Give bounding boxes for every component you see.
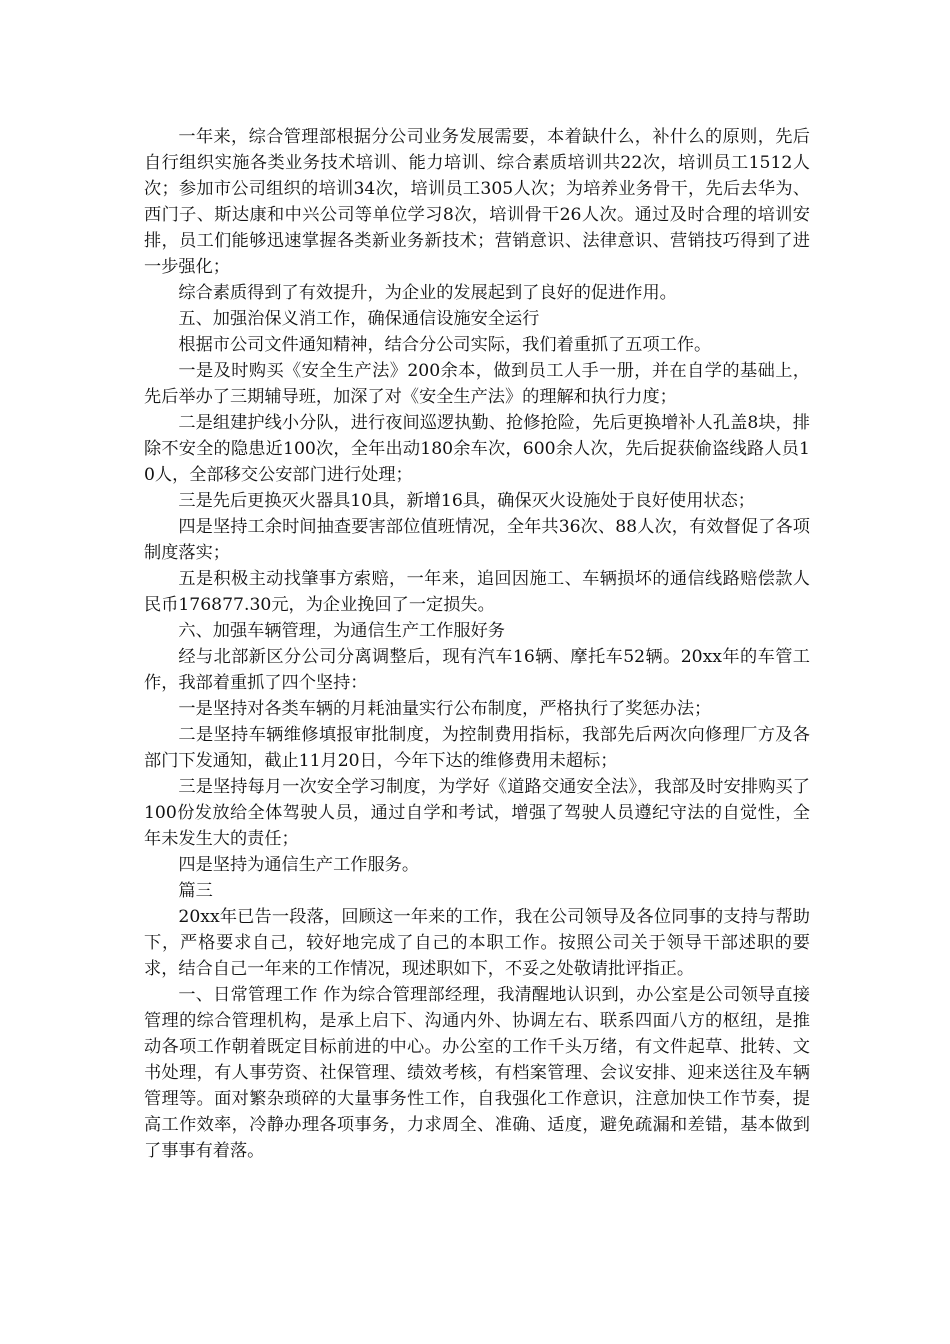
paragraph-daily-management: 一、日常管理工作 作为综合管理部经理，我清醒地认识到，办公室是公司领导直接管理的综合管理机构，是承上启下、沟通内外、协调左右、联系四面八方的枢纽，是推动各项工作朝着既定目标前进的中心。办公室的工作千头万绪，有文件起草、批转、文书处理，有人事劳资、社保管理、绩效考核，有档案管理、会议安排、迎来送往及车辆管理等。面对繁杂琐碎的大量事务性工作，自我强化工作意识，注意加快工作节奏，提高工作效率，冷静办理各项事务，力求周全、准确、适度，避免疏漏和差错，基本做到了事事有着落。 (144, 985, 810, 1161)
paragraph-vehicles-intro: 经与北部新区分公司分离调整后，现有汽车16辆、摩托车52辆。20xx年的车管工作，我部着重抓了四个坚持： (144, 647, 810, 693)
paragraph-vehicles-item-2: 二是坚持车辆维修填报审批制度，为控制费用指标，我部先后两次向修理厂方及各部门下发通知，截止11月20日，今年下达的维修费用未超标； (144, 725, 810, 771)
paragraph-training: 一年来，综合管理部根据分公司业务发展需要，本着缺什么，补什么的原则，先后自行组织实施各类业务技术培训、能力培训、综合素质培训共22次，培训员工1512人次；参加市公司组织的培训34次，培训员工305人次；为培养业务骨干，先后去华为、西门子、斯达康和中兴公司等单位学习8次，培训骨干26人次。通过及时合理的培训安排，员工们能够迅速掌握各类新业务新技术；营销意识、法律意识、营销技巧得到了进一步强化； (144, 127, 810, 277)
paragraph-safety-item-1: 一是及时购买《安全生产法》200余本，做到员工人手一册，并在自学的基础上，先后举办了三期辅导班，加深了对《安全生产法》的理解和执行力度； (144, 361, 810, 407)
paragraph-vehicles-item-3: 三是坚持每月一次安全学习制度，为学好《道路交通安全法》，我部及时安排购买了100份发放给全体驾驶人员，通过自学和考试，增强了驾驶人员遵纪守法的自觉性，全年未发生大的责任； (144, 777, 810, 849)
section-heading-safety: 五、加强治保义消工作，确保通信设施安全运行 (178, 309, 540, 329)
paragraph-quality: 综合素质得到了有效提升，为企业的发展起到了良好的促进作用。 (178, 283, 677, 303)
paragraph-vehicles-item-1: 一是坚持对各类车辆的月耗油量实行公布制度，严格执行了奖惩办法； (178, 699, 712, 719)
section-heading-vehicles: 六、加强车辆管理，为通信生产工作服好务 (178, 621, 505, 641)
paragraph-safety-item-2: 二是组建护线小分队，进行夜间巡逻执勤、抢修抢险，先后更换增补人孔盖8块，排除不安全的隐患近100次，全年出动180余车次，600余人次，先后捉获偷盗线路人员10人，全部移交公安部门进行处理； (144, 413, 810, 485)
paragraph-vehicles-item-4: 四是坚持为通信生产工作服务。 (178, 855, 420, 875)
part-heading: 篇三 (178, 881, 213, 901)
paragraph-report-intro: 20xx年已告一段落，回顾这一年来的工作，我在公司领导及各位同事的支持与帮助下，严格要求自己，较好地完成了自己的本职工作。按照公司关于领导干部述职的要求，结合自己一年来的工作情况，现述职如下，不妥之处敬请批评指正。 (144, 907, 810, 979)
paragraph-safety-intro: 根据市公司文件通知精神，结合分公司实际，我们着重抓了五项工作。 (178, 335, 712, 355)
paragraph-safety-item-5: 五是积极主动找肇事方索赔，一年来，追回因施工、车辆损坏的通信线路赔偿款人民币176877.30元，为企业挽回了一定损失。 (144, 569, 810, 615)
paragraph-safety-item-4: 四是坚持工余时间抽查要害部位值班情况，全年共36次、88人次，有效督促了各项制度落实； (144, 517, 810, 563)
document-body (144, 124, 810, 1164)
paragraph-safety-item-3: 三是先后更换灭火器具10具，新增16具，确保灭火设施处于良好使用状态； (178, 491, 755, 511)
